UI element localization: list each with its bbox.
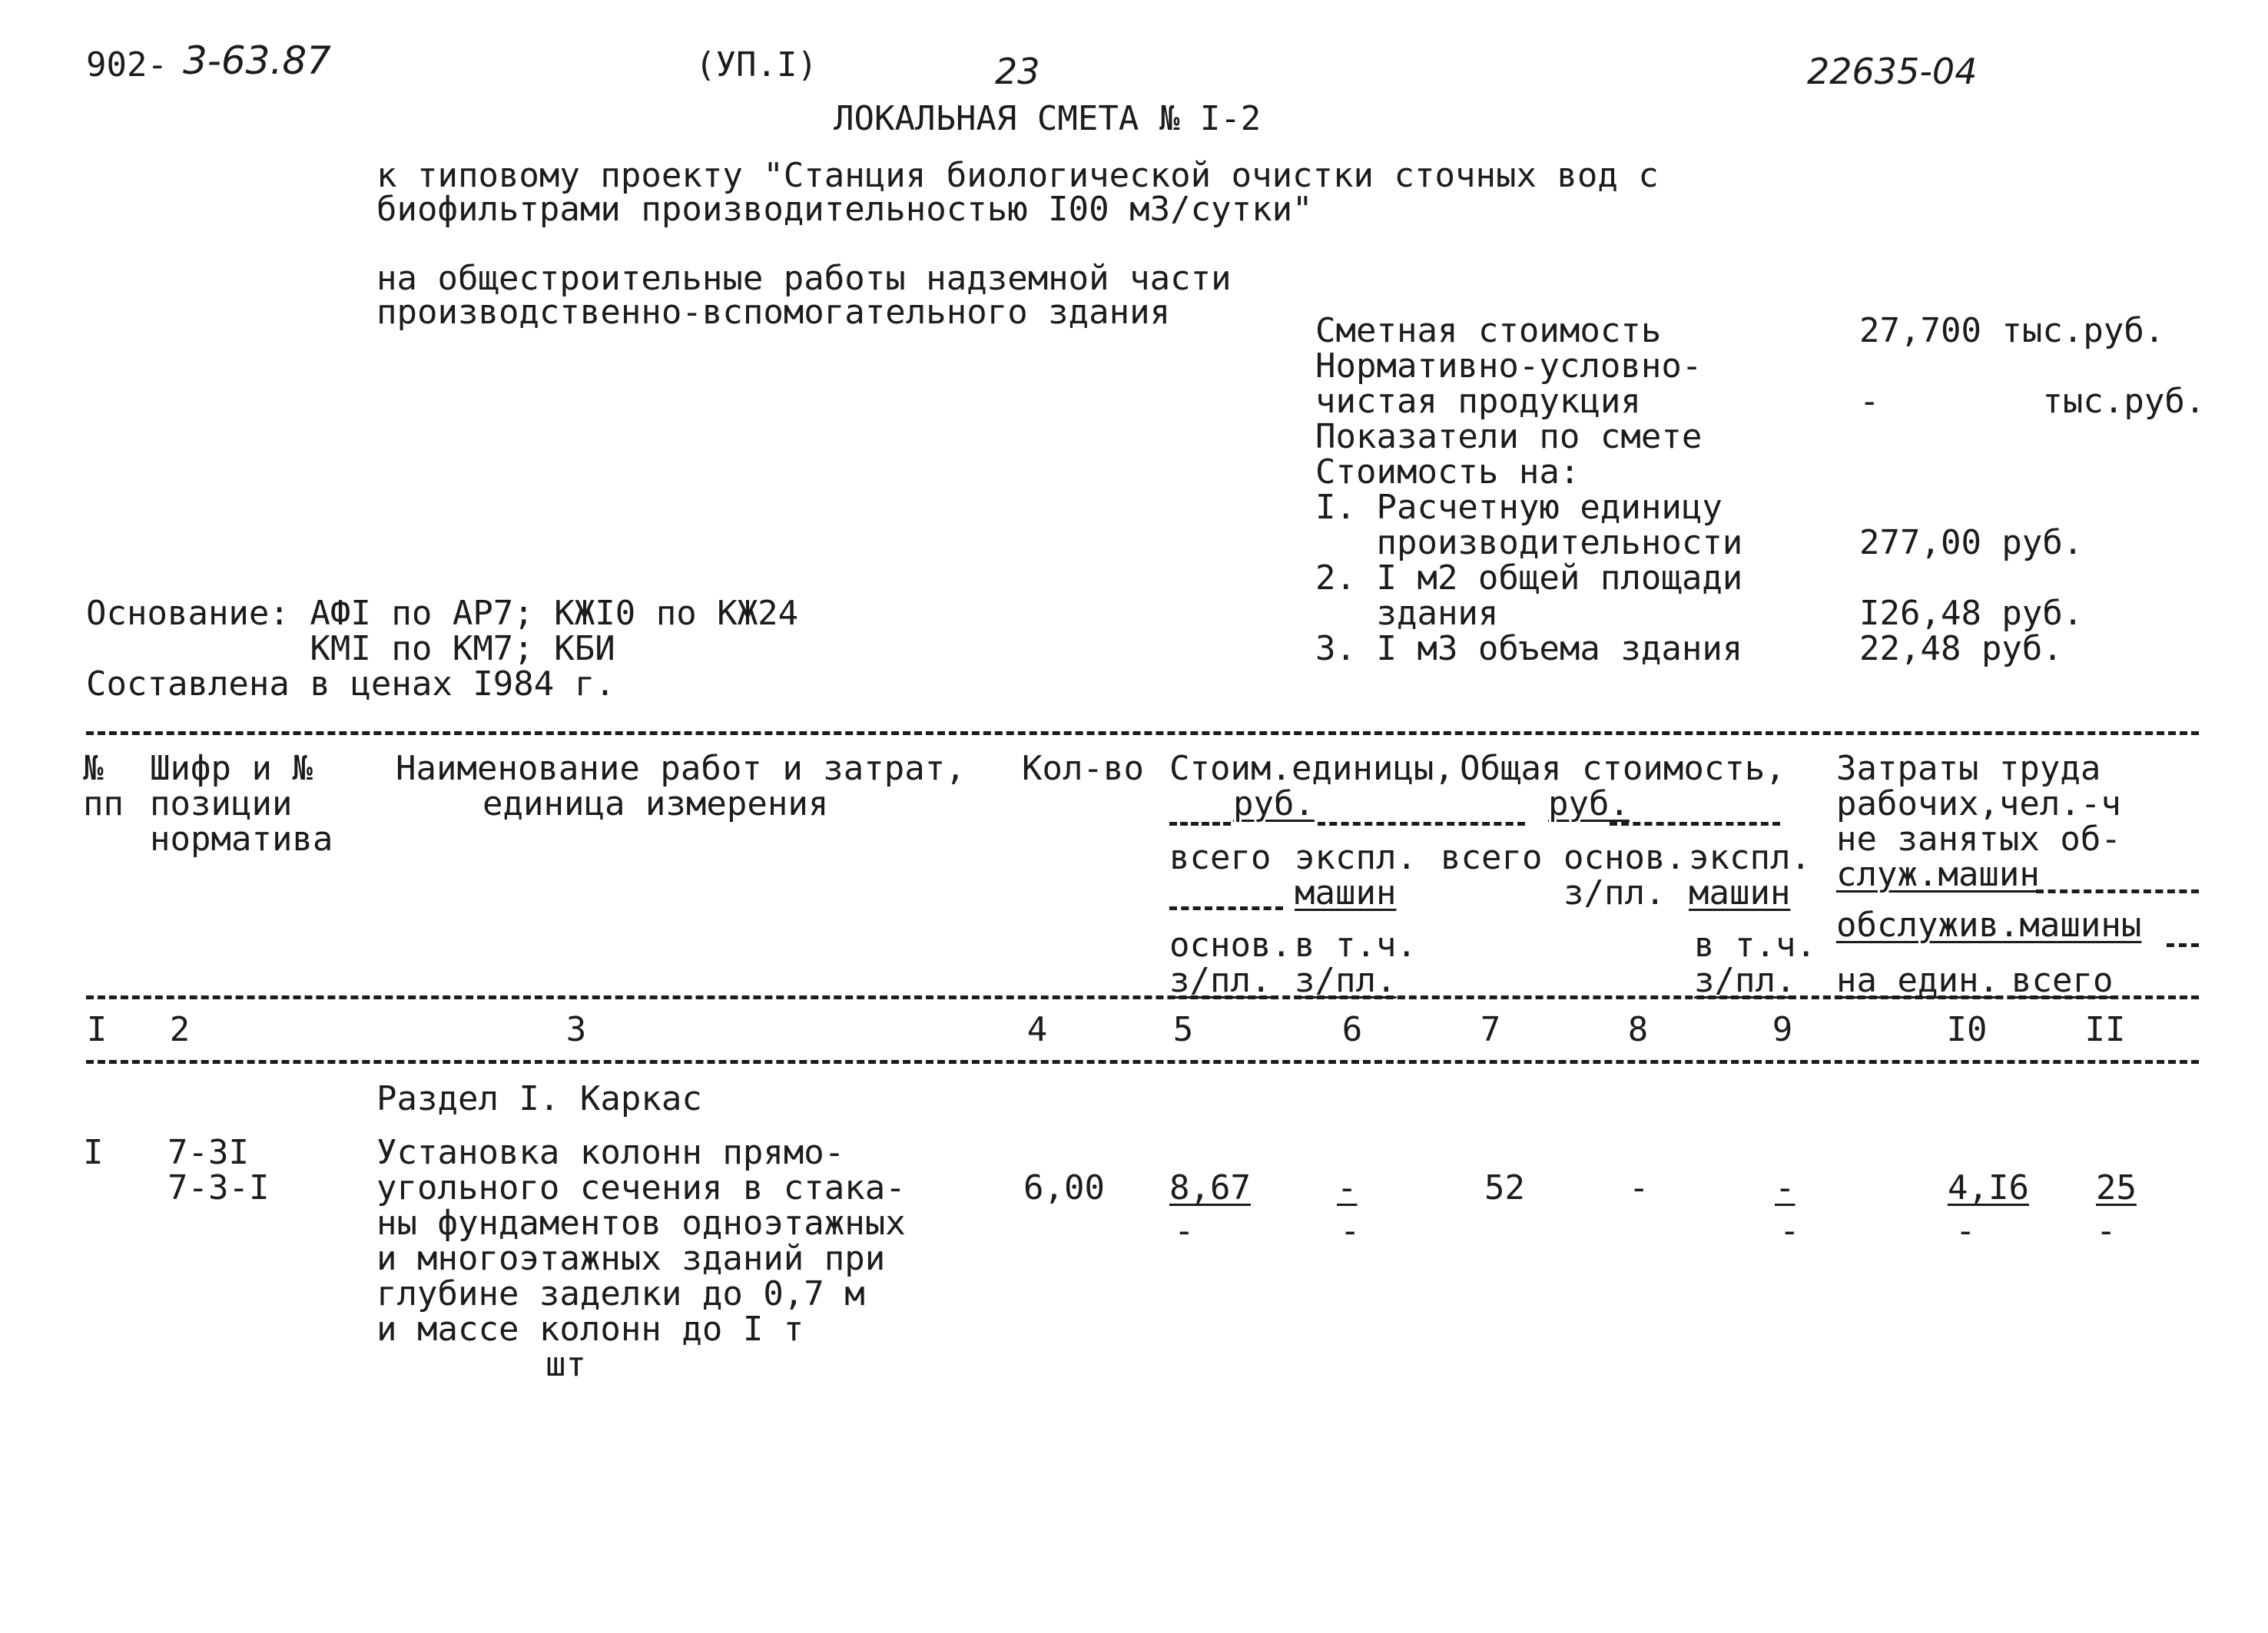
row-description: и массе колонн до I т [376,1310,804,1349]
header-code: позиции [150,784,293,823]
price-base-line: Составлена в ценах I984 г. [86,664,615,704]
header-labor-total: всего [2011,961,2114,1000]
summary-label: 3. I м3 объема здания [1315,629,1743,668]
header-num: № [83,749,104,788]
row-unit-total: 8,67 [1169,1168,1251,1207]
column-number: 6 [1341,1010,1363,1049]
work-description-line-2: производственно-вспомогательного здания [376,293,1171,332]
header-labor: рабочих,чел.-ч [1836,784,2121,823]
summary-label: Нормативно-условно- [1315,346,1703,386]
row-labor-total: 25 [2096,1168,2137,1207]
header-unit-machines: экспл. [1295,838,1417,877]
row-total-machines: - [1775,1168,1796,1207]
header-labor: Затраты труда [1836,749,2101,788]
row-total-incl-wage: - [1779,1211,1800,1250]
header-total-base-wage: основ. [1563,838,1686,877]
summary-value: 22,48 руб. [1859,629,2063,668]
row-unit-incl-wage: - [1340,1211,1361,1250]
row-unit: шт [545,1345,586,1384]
header-total-machines: машин [1689,873,1791,913]
header-code: Шифр и № [150,749,313,788]
header-unit-incl-wage: в т.ч. [1295,926,1417,965]
header-num-pp: пп [83,784,124,823]
header-total-incl-wage: в т.ч. [1694,926,1816,965]
summary-label: Стоимость на: [1315,452,1580,492]
row-description: ны фундаментов одноэтажных [376,1204,906,1243]
header-labor-per-unit: на един. [1836,961,1999,1000]
header-total-machines: экспл. [1689,838,1811,877]
work-description-line-1: на общестроительные работы надземной части [376,259,1232,298]
row-code: 7-3I [167,1133,249,1172]
project-subtitle-line-2: биофильтрами производительностью I00 м3/сутки" [376,190,1313,229]
header-quantity: Кол-во [1022,749,1144,788]
row-description: угольного сечения в стака- [376,1168,906,1207]
header-labor-sub: обслужив.машины [1836,906,2142,945]
row-unit-base-wage: - [1174,1211,1195,1250]
project-subtitle-line-1: к типовому проекту "Станция биологической очистки сточных вод с [376,156,1659,195]
summary-value: 27,700 тыс.руб. [1859,311,2165,350]
summary-label: чистая продукция [1315,382,1641,421]
section-title: Раздел I. Каркас [376,1079,702,1118]
header-total-cost: Общая стоимость, [1460,749,1786,788]
header-unit-machines: машин [1295,873,1397,913]
column-number: I0 [1946,1010,1988,1049]
header-unit-total: всего [1169,838,1272,877]
sub-rule [1169,822,1231,826]
row-description: и многоэтажных зданий при [376,1239,886,1278]
header-labor: не занятых об- [1836,820,2121,859]
sub-rule [1169,906,1283,910]
column-number-rule [86,1060,2199,1064]
row-labor-per-unit-sub: - [1955,1211,1976,1250]
row-labor-per-unit: 4,I6 [1948,1168,2029,1207]
page-number: 23 [995,51,1040,92]
header-total-base-wage: з/пл. [1563,873,1666,913]
column-number: 9 [1772,1010,1793,1049]
column-number: 5 [1172,1010,1194,1049]
summary-label: I. Расчетную единицу [1315,488,1723,527]
column-number: 7 [1480,1010,1501,1049]
summary-label: 2. I м2 общей площади [1315,558,1743,598]
column-number: 4 [1026,1010,1048,1049]
volume-label: (УП.I) [695,45,817,84]
document-code-handwritten: 3-63.87 [183,38,331,83]
table-header-rule [86,995,2199,999]
column-number: I [86,1010,108,1049]
row-unit-machines: - [1337,1168,1358,1207]
row-description: Установка колонн прямо- [376,1133,845,1172]
header-unit-cost: Стоим.единицы, [1169,749,1454,788]
row-total: 52 [1484,1168,1525,1207]
header-total-cost-rub: руб. [1548,784,1630,823]
table-top-rule [86,731,2199,735]
sub-rule [1610,822,1780,826]
summary-value: I26,48 руб. [1859,594,2084,633]
summary-label: Сметная стоимость [1315,311,1662,350]
summary-label: Показатели по смете [1315,417,1703,456]
header-total-all: всего [1441,838,1543,877]
column-number: 3 [565,1010,587,1049]
row-labor-total-sub: - [2096,1211,2117,1250]
sub-rule [1318,822,1525,826]
estimate-title: ЛОКАЛЬНАЯ СМЕТА № I-2 [834,99,1262,138]
header-description-unit: единица измерения [482,784,829,823]
header-code: норматива [150,820,333,859]
header-unit-base-wage: основ. [1169,926,1292,965]
summary-value: 277,00 руб. [1859,523,2084,562]
row-number: I [83,1133,104,1172]
header-unit-cost-rub: руб. [1233,784,1315,823]
header-unit-incl-wage: з/пл. [1295,961,1397,1000]
summary-label: здания [1315,594,1499,633]
header-total-incl-wage: з/пл. [1694,961,1796,1000]
column-number: 2 [169,1010,191,1049]
document-code-prefix: 902- [86,45,167,84]
column-number: II [2084,1010,2126,1049]
archive-number: 22635-04 [1807,51,1978,92]
summary-label: производительности [1315,523,1743,562]
basis-line-2: КМI по КМ7; КБИ [86,629,615,668]
column-number: 8 [1627,1010,1649,1049]
summary-value: - тыс.руб. [1859,382,2206,421]
basis-line-1: Основание: АФI по АР7; КЖI0 по КЖ24 [86,594,799,633]
header-labor: служ.машин [1836,855,2040,894]
row-quantity: 6,00 [1023,1168,1105,1207]
header-description: Наименование работ и затрат, [396,749,966,788]
row-total-base-wage: - [1629,1168,1650,1207]
sub-rule [2036,889,2199,893]
row-description: глубине заделки до 0,7 м [376,1274,865,1313]
sub-rule [2167,943,2199,947]
row-code: 7-3-I [167,1168,270,1207]
header-unit-base-wage: з/пл. [1169,961,1272,1000]
